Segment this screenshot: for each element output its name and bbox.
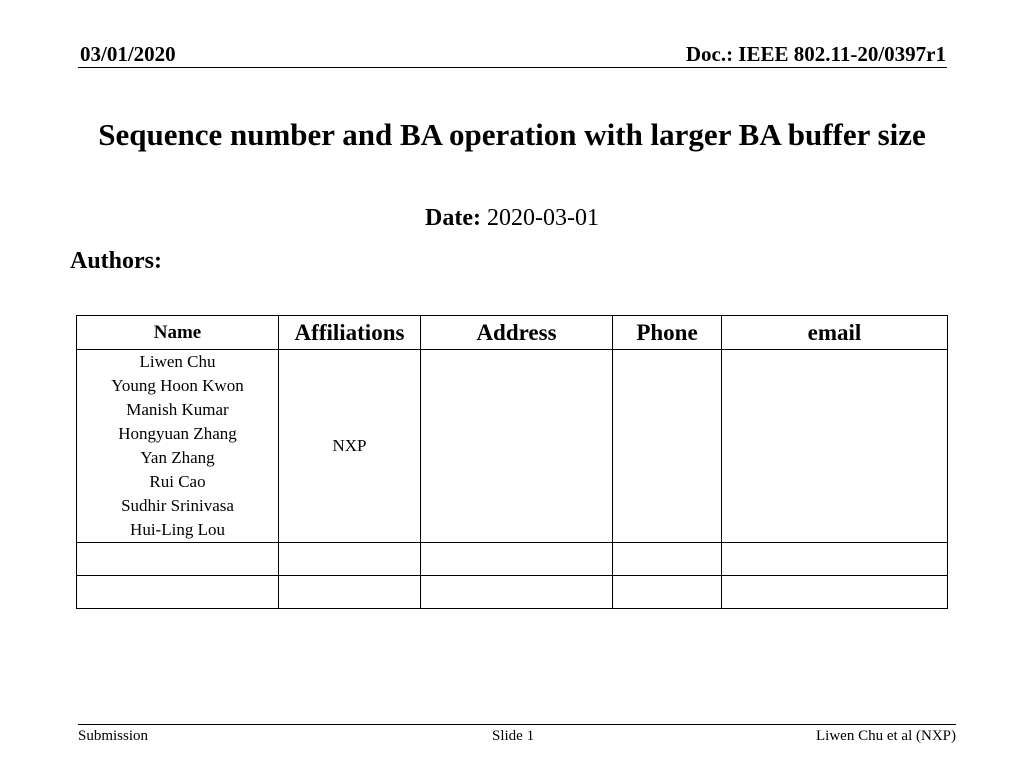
author-name: Sudhir Srinivasa	[121, 496, 234, 515]
footer-submission: Submission	[78, 728, 149, 744]
table-row	[77, 576, 948, 609]
authors-table	[76, 315, 948, 609]
email-cell	[722, 350, 948, 543]
footer-authors: Liwen Chu et al (NXP)	[816, 728, 956, 744]
empty-cell	[613, 576, 722, 609]
header-name: Name	[77, 316, 279, 350]
author-name: Rui Cao	[149, 472, 206, 491]
empty-cell	[77, 576, 279, 609]
empty-cell	[279, 543, 421, 576]
author-name: Manish Kumar	[126, 400, 229, 419]
author-names-cell	[77, 350, 279, 543]
table-row	[77, 350, 948, 543]
table-header-row	[77, 316, 948, 350]
header-address: Address	[421, 316, 613, 350]
header-email: email	[722, 316, 948, 350]
footer-slide-number: Slide 1	[492, 728, 535, 744]
affiliation-cell: NXP	[279, 350, 421, 543]
empty-cell	[279, 576, 421, 609]
table-row	[77, 543, 948, 576]
header-divider	[78, 67, 947, 68]
empty-cell	[613, 543, 722, 576]
date-label: Date:	[425, 205, 481, 231]
footer-divider	[78, 724, 956, 725]
empty-cell	[421, 576, 613, 609]
empty-cell	[722, 576, 948, 609]
slide-title: Sequence number and BA operation with larger BA buffer size	[98, 117, 926, 152]
address-cell	[421, 350, 613, 543]
author-name: Yan Zhang	[140, 448, 215, 467]
phone-cell	[613, 350, 722, 543]
date-line	[0, 205, 1024, 232]
date-value: 2020-03-01	[486, 205, 599, 231]
header-date: 03/01/2020	[80, 42, 176, 66]
empty-cell	[77, 543, 279, 576]
author-name: Hui-Ling Lou	[130, 520, 225, 539]
empty-cell	[421, 543, 613, 576]
authors-label: Authors:	[70, 248, 163, 274]
header-phone: Phone	[613, 316, 722, 350]
header-doc-number: Doc.: IEEE 802.11-20/0397r1	[685, 42, 946, 66]
author-name: Liwen Chu	[139, 352, 216, 371]
author-name: Young Hoon Kwon	[111, 376, 244, 395]
author-name: Hongyuan Zhang	[118, 424, 237, 443]
header-affiliations: Affiliations	[279, 316, 421, 350]
empty-cell	[722, 543, 948, 576]
